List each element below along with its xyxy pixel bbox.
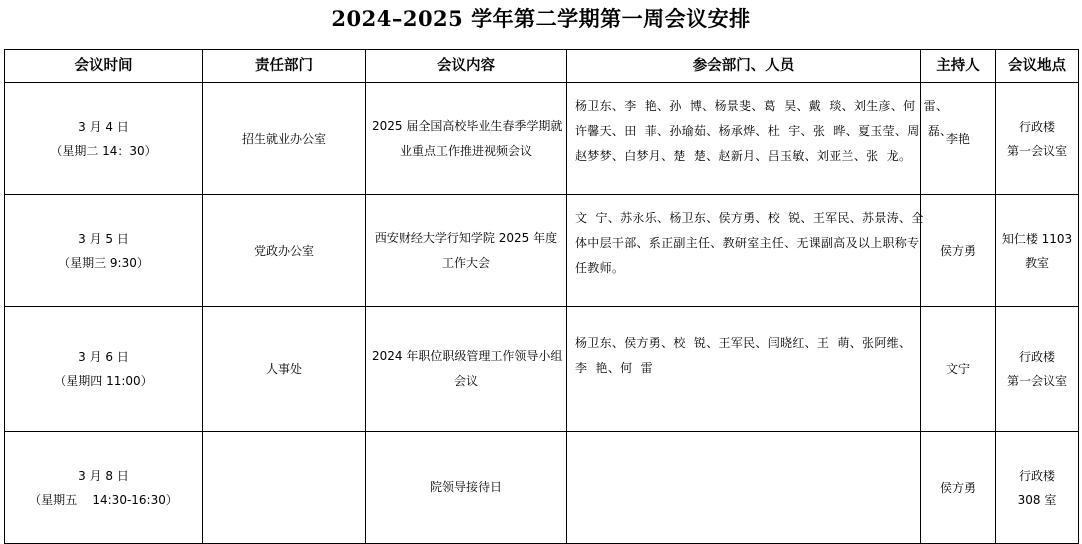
place-line: 行政楼 bbox=[1018, 468, 1055, 483]
content-line: 业重点工作推进视频会议 bbox=[399, 143, 532, 158]
cell-content bbox=[366, 195, 567, 307]
cell-place bbox=[996, 307, 1079, 432]
meeting-weekday-time: （星期三 9:30） bbox=[58, 255, 149, 270]
table-header-row bbox=[5, 50, 1079, 83]
place-line: 行政楼 bbox=[1018, 119, 1055, 134]
place-line: 第一会议室 bbox=[1006, 374, 1067, 388]
place-line: 教室 bbox=[1024, 255, 1049, 270]
cell-time bbox=[5, 307, 203, 432]
attendees-line: 杨卫东、李 艳、孙 博、杨景斐、葛 昊、戴 琰、刘生彦、何 雷、 bbox=[575, 99, 949, 113]
header-attendees: 参会部门、人员 bbox=[567, 50, 921, 83]
place-line: 行政楼 bbox=[1018, 350, 1055, 364]
cell-host: 文宁 bbox=[921, 307, 996, 432]
cell-content bbox=[366, 432, 567, 544]
attendees-line: 杨卫东、侯方勇、校 锐、王军民、闫晓红、王 萌、张阿维、 bbox=[575, 336, 912, 350]
cell-content bbox=[366, 83, 567, 195]
header-dept: 责任部门 bbox=[203, 50, 366, 83]
content-line: 2025 届全国高校毕业生春季学期就 bbox=[372, 118, 563, 133]
cell-host: 侯方勇 bbox=[921, 195, 996, 307]
cell-attendees bbox=[567, 432, 921, 544]
cell-host: 李艳 bbox=[921, 83, 996, 195]
meeting-date: 3 月 4 日 bbox=[78, 119, 129, 134]
header-time: 会议时间 bbox=[5, 50, 203, 83]
table-row bbox=[5, 432, 1079, 544]
content-line: 2024 年职位职级管理工作领导小组 bbox=[372, 349, 563, 363]
attendees-line: 任教师。 bbox=[575, 261, 625, 275]
content-line: 会议 bbox=[453, 374, 478, 388]
place-line: 第一会议室 bbox=[1006, 143, 1067, 158]
attendees-line: 赵梦梦、白梦月、楚 楚、赵新月、吕玉敏、刘亚兰、张 龙。 bbox=[575, 149, 912, 163]
header-host: 主持人 bbox=[921, 50, 996, 83]
header-content: 会议内容 bbox=[366, 50, 567, 83]
table-row bbox=[5, 83, 1079, 195]
place-line: 知仁楼 1103 bbox=[1001, 231, 1073, 246]
cell-attendees bbox=[567, 195, 924, 307]
meeting-weekday-time: （星期五 14:30-16:30） bbox=[29, 492, 178, 507]
cell-attendees bbox=[567, 83, 953, 195]
attendees-line: 许馨天、田 菲、孙瑜茹、杨承烨、杜 宇、张 晔、夏玉莹、周 磊、 bbox=[575, 124, 953, 138]
attendees-line: 文 宁、苏永乐、杨卫东、侯方勇、校 锐、王军民、苏景涛、全 bbox=[575, 211, 924, 225]
cell-time bbox=[5, 195, 203, 307]
cell-dept: 党政办公室 bbox=[203, 195, 366, 307]
meeting-date: 3 月 5 日 bbox=[78, 231, 129, 246]
cell-host: 侯方勇 bbox=[921, 432, 996, 544]
meeting-schedule-table bbox=[4, 49, 1079, 544]
cell-dept bbox=[203, 432, 366, 544]
cell-place bbox=[996, 195, 1079, 307]
meeting-weekday-time: （星期二 14：30） bbox=[50, 143, 157, 158]
page-title: 2024–2025 学年第二学期第一周会议安排 bbox=[331, 6, 751, 31]
place-line: 308 室 bbox=[1017, 492, 1057, 507]
table-row bbox=[5, 195, 1079, 307]
meeting-weekday-time: （星期四 11:00） bbox=[54, 374, 153, 388]
attendees-line: 李 艳、何 雷 bbox=[575, 361, 653, 375]
header-place: 会议地点 bbox=[996, 50, 1079, 83]
content-line: 院领导接待日 bbox=[429, 480, 502, 494]
table-row bbox=[5, 307, 1079, 432]
cell-attendees bbox=[567, 307, 921, 432]
cell-place bbox=[996, 83, 1079, 195]
attendees-line: 体中层干部、系正副主任、教研室主任、无课副高及以上职称专 bbox=[575, 236, 920, 250]
cell-content bbox=[366, 307, 567, 432]
cell-dept: 人事处 bbox=[203, 307, 366, 432]
meeting-date: 3 月 6 日 bbox=[78, 350, 129, 364]
meeting-date: 3 月 8 日 bbox=[78, 468, 129, 483]
content-line: 工作大会 bbox=[441, 255, 490, 270]
content-line: 西安财经大学行知学院 2025 年度 bbox=[374, 230, 558, 245]
cell-time bbox=[5, 83, 203, 195]
cell-time bbox=[5, 432, 203, 544]
cell-dept: 招生就业办公室 bbox=[203, 83, 366, 195]
cell-place bbox=[996, 432, 1079, 544]
